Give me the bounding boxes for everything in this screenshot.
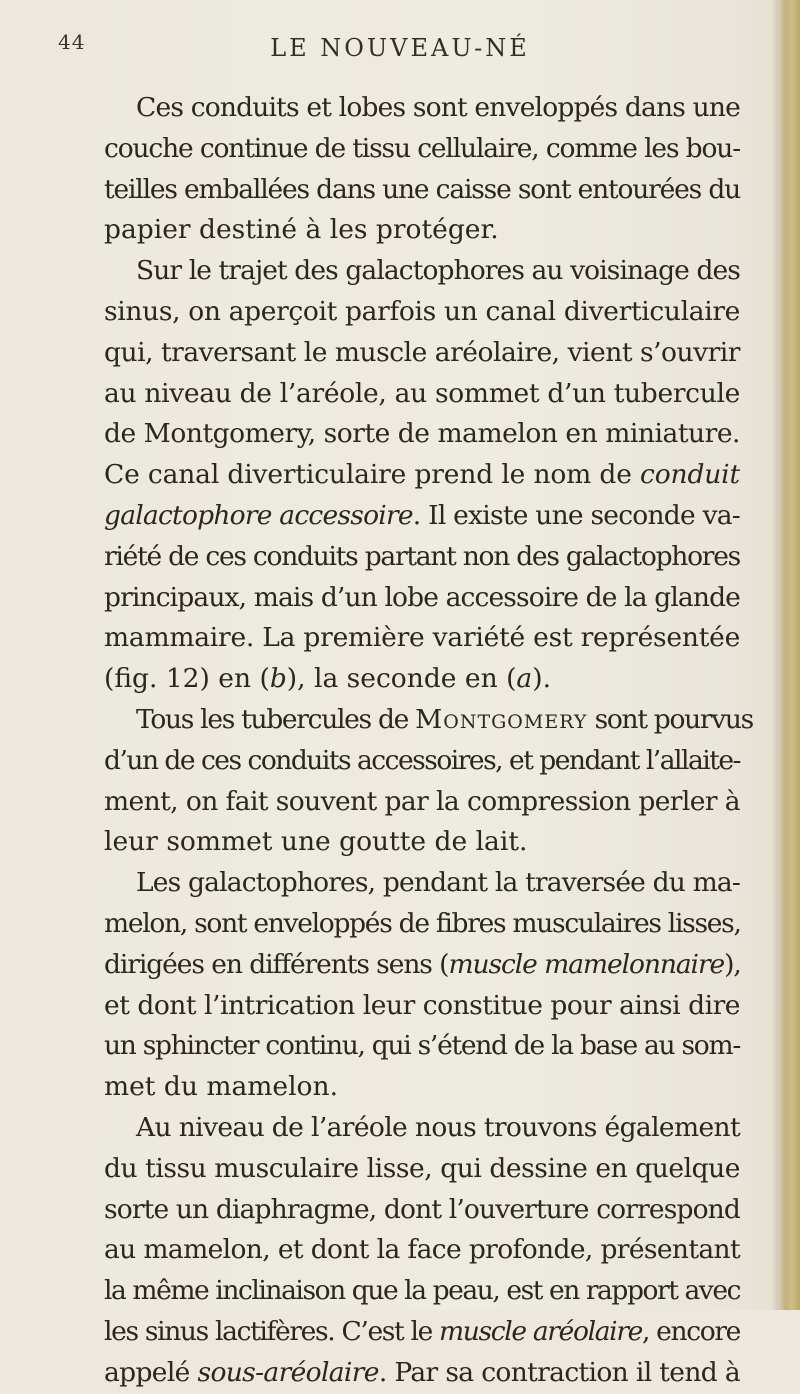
text-line: [104, 782, 740, 823]
italic-run: a: [516, 663, 533, 695]
text-run: dirigées en différents sens (: [104, 948, 449, 980]
text-run: un sphincter continu, qui s’étend de la base au som-: [104, 1030, 740, 1062]
text-line: [104, 1312, 740, 1353]
italic-run: muscle mamelonnaire: [448, 948, 725, 980]
text-line: [104, 700, 753, 741]
text-line: [104, 1067, 740, 1108]
text-run: Tous les tubercules de: [136, 703, 416, 735]
body-text: [104, 88, 753, 1394]
text-line: [104, 210, 740, 251]
text-run: leur sommet une goutte de lait.: [104, 826, 528, 858]
text-line: [104, 741, 740, 782]
text-run: d’un de ces conduits accessoires, et pendant l’allaite-: [104, 744, 740, 776]
text-run: ), la seconde en (: [286, 663, 517, 695]
text-run: ment, on fait souvent par la compression perler à: [104, 785, 740, 817]
text-run: Sur le trajet des galactophores au voisinage des: [136, 255, 740, 287]
text-line: [104, 822, 740, 863]
text-run: mammaire. La première variété est représentée: [104, 622, 741, 654]
text-line: [104, 904, 740, 945]
text-run: teilles emballées dans une caisse sont entourées du: [104, 173, 741, 205]
text-run: ),: [724, 948, 741, 980]
text-line: [104, 1190, 740, 1231]
italic-run: muscle aréolaire: [439, 1315, 642, 1347]
text-run: sinus, on aperçoit parfois un canal diverticulaire: [104, 295, 741, 327]
text-run: couche continue de tissu cellulaire, comme les bou-: [104, 132, 741, 164]
text-line: [104, 170, 740, 211]
text-line: [104, 88, 740, 129]
text-run: melon, sont enveloppés de fibres musculaires lisses,: [104, 907, 741, 939]
italic-run: b: [269, 663, 287, 695]
text-run: de Montgomery, sorte de mamelon en miniature.: [104, 418, 741, 450]
text-run: . Par sa contraction il tend à: [378, 1356, 741, 1388]
page-number: 44: [58, 30, 86, 54]
text-line: [104, 537, 740, 578]
text-run: sorte un diaphragme, dont l’ouverture correspond: [104, 1193, 741, 1225]
text-run: les sinus lactifères. C’est le: [104, 1315, 440, 1347]
italic-run: galactophore accessoire: [104, 499, 413, 531]
text-line: [104, 578, 740, 619]
text-run: Ces conduits et lobes sont enveloppés dans une: [136, 92, 740, 123]
text-run: riété de ces conduits partant non des galactophores: [104, 540, 741, 572]
text-run: papier destiné à les protéger.: [104, 214, 499, 246]
text-line: [104, 496, 740, 537]
text-line: [104, 986, 740, 1027]
text-run: . Il existe une seconde va-: [412, 499, 740, 531]
text-line: [104, 863, 740, 904]
text-line: [104, 618, 740, 659]
text-run: principaux, mais d’un lobe accessoire de la glande: [104, 581, 740, 613]
text-run: du tissu musculaire lisse, qui dessine en quelque: [104, 1152, 740, 1184]
text-line: [104, 129, 740, 170]
text-run: appelé: [104, 1356, 198, 1388]
text-run: (fig. 12) en (: [104, 663, 270, 695]
text-line: [104, 333, 740, 374]
text-line: [104, 292, 740, 333]
text-line: [104, 1026, 740, 1067]
text-run: Les galactophores, pendant la traversée du ma-: [136, 867, 741, 899]
text-line: [104, 1149, 740, 1190]
text-line: [104, 1353, 740, 1394]
text-run: met du mamelon.: [104, 1071, 338, 1103]
text-run: Au niveau de l’aréole nous trouvons également: [136, 1111, 740, 1143]
text-line: [104, 1230, 740, 1271]
text-run: et dont l’intrication leur constitue pour ainsi dire: [104, 989, 740, 1021]
text-run: qui, traversant le muscle aréolaire, vient s’ouvrir: [104, 336, 740, 368]
text-line: [104, 1271, 740, 1312]
text-line: [104, 455, 740, 496]
text-run: ).: [532, 663, 551, 695]
text-run: au niveau de l’aréole, au sommet d’un tubercule: [104, 377, 740, 409]
text-line: [104, 251, 740, 292]
text-line: [104, 659, 740, 700]
text-run: sont pourvus: [587, 703, 753, 735]
text-run: au mamelon, et dont la face profonde, présentant: [104, 1234, 740, 1266]
text-line: [104, 374, 740, 415]
text-run: la même inclinaison que la peau, est en rapport avec: [104, 1275, 741, 1307]
italic-run: sous-aréolaire: [197, 1356, 379, 1388]
text-run: Ce canal diverticulaire prend le nom de: [104, 459, 641, 491]
running-title: LE NOUVEAU-NÉ: [270, 34, 530, 62]
text-line: [104, 945, 740, 986]
book-edge: [778, 0, 800, 1310]
italic-run: conduit: [640, 459, 740, 491]
small-caps-run: Montgomery: [415, 703, 588, 735]
text-run: , encore: [641, 1315, 740, 1347]
text-line: [104, 1108, 740, 1149]
text-line: [104, 414, 740, 455]
